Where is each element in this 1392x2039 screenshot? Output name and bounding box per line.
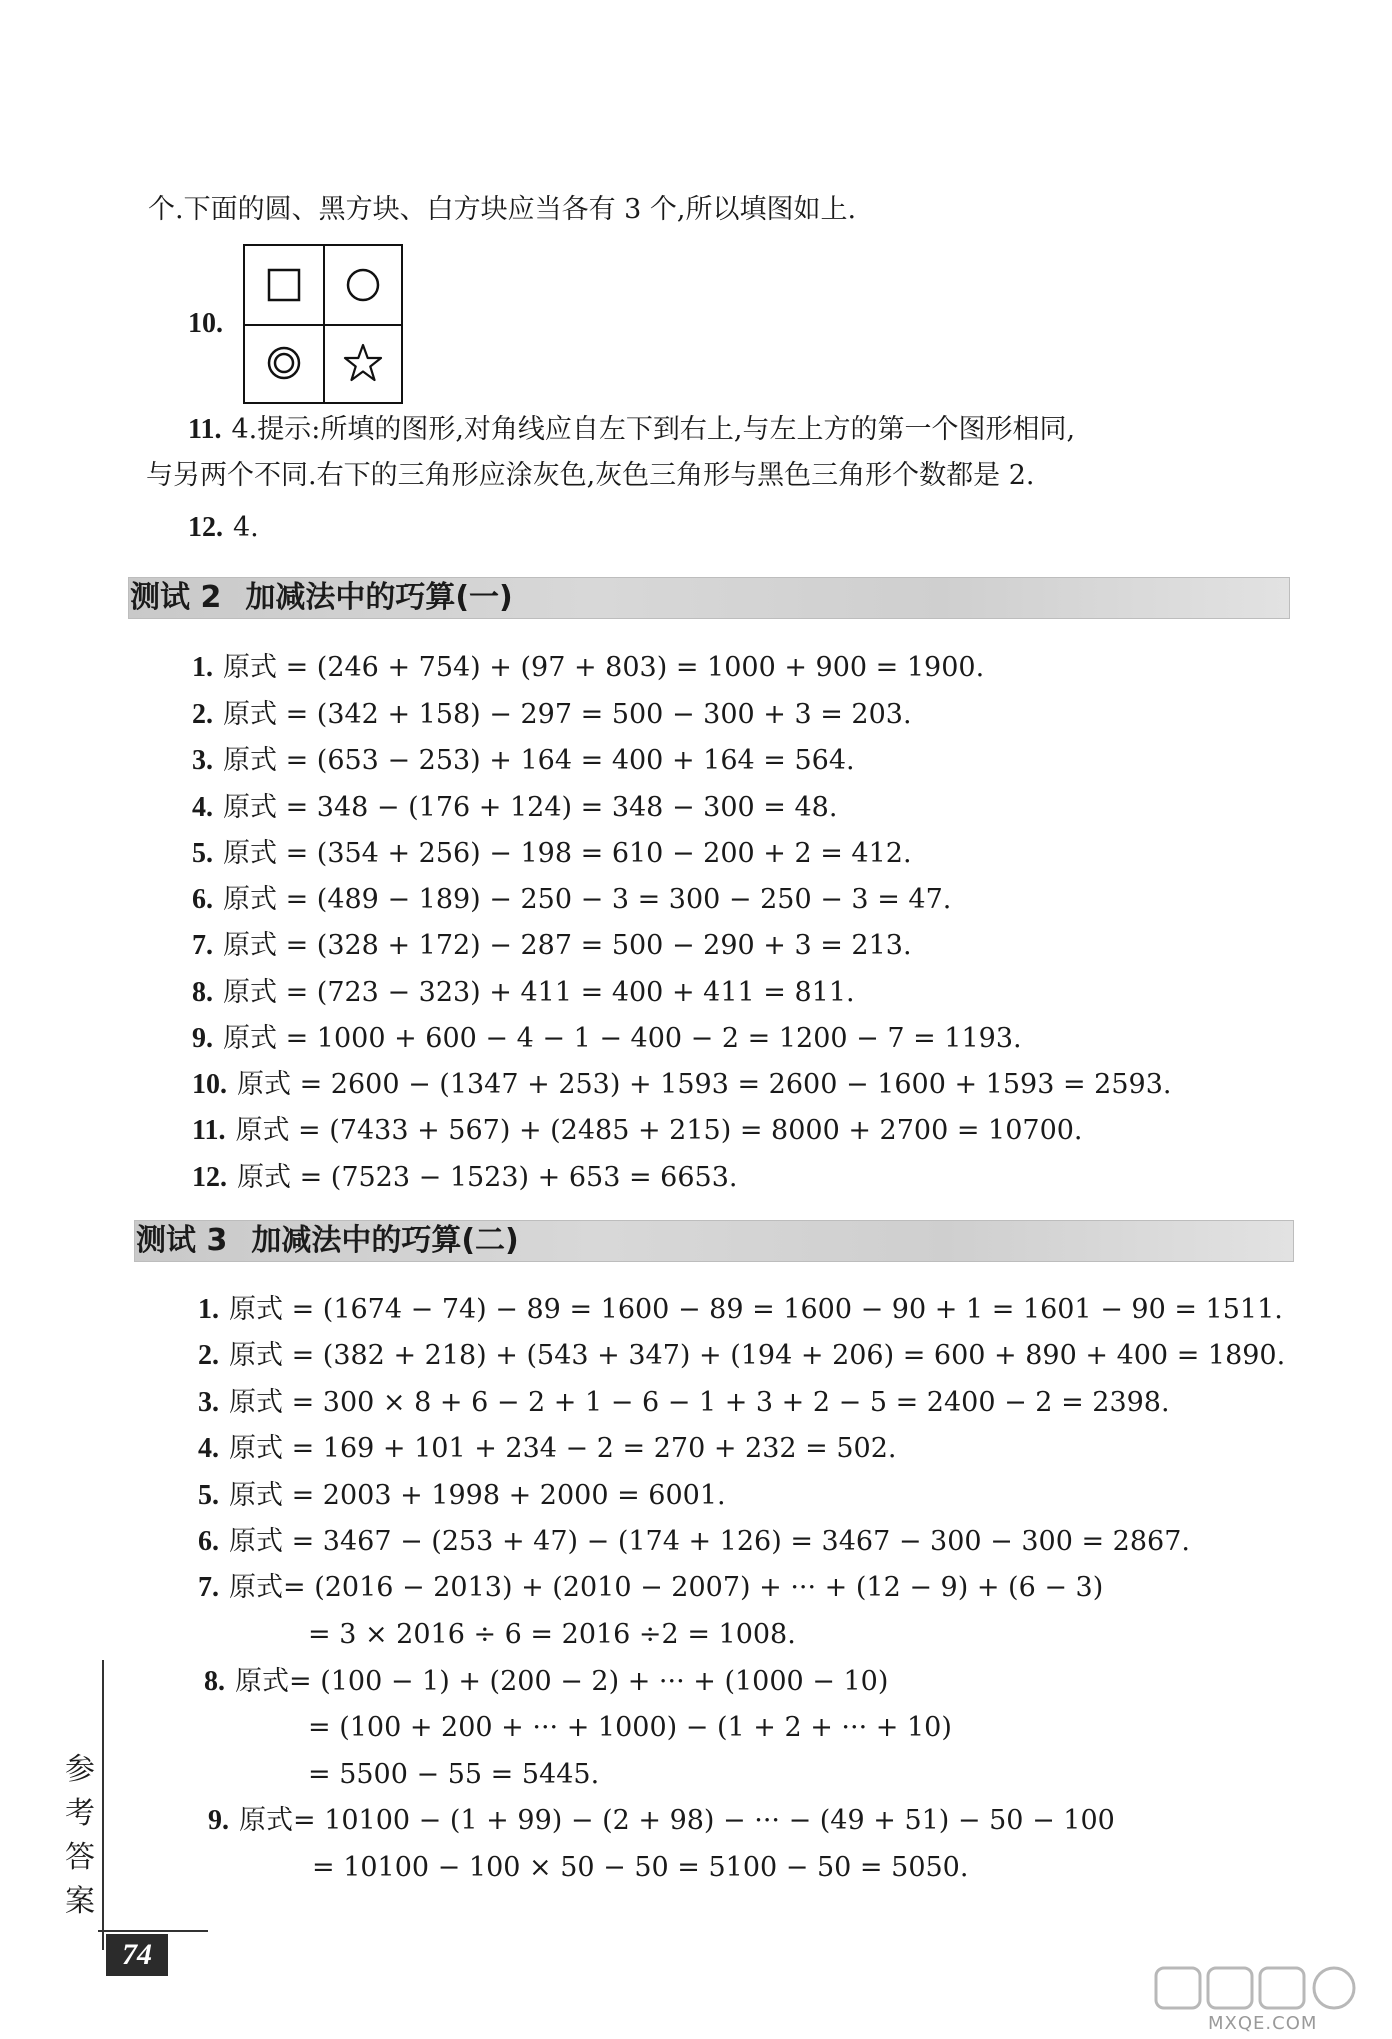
intro-line xyxy=(148,192,856,228)
s2-num: 5. xyxy=(192,838,213,869)
s3-num: 3. xyxy=(198,1387,219,1418)
s3-text: = 5500 − 55 = 5445. xyxy=(308,1759,600,1790)
section2-title xyxy=(130,577,513,619)
s3-item xyxy=(208,1803,1115,1839)
q12-line xyxy=(188,510,259,546)
q12-text: 4. xyxy=(233,512,259,543)
q10-number: 10. xyxy=(188,308,223,339)
s2-item xyxy=(192,1113,1083,1149)
s2-text: 原式 = 348 − (176 + 124) = 348 − 300 = 48. xyxy=(223,792,838,823)
s2-item xyxy=(192,697,912,733)
s2-item xyxy=(192,836,912,872)
s3-num: 7. xyxy=(198,1572,219,1603)
s2-item xyxy=(192,790,837,826)
star-icon xyxy=(325,326,403,404)
s2-item xyxy=(192,743,855,779)
s3-text: 原式= (2016 − 2013) + (2010 − 2007) + ··· + (12 − 9) + (6 − 3) xyxy=(229,1572,1104,1603)
square-icon xyxy=(245,246,323,324)
s3-item xyxy=(198,1385,1170,1421)
s3-text: = (100 + 200 + ··· + 1000) − (1 + 2 + ··· + 10) xyxy=(308,1712,952,1743)
margin-rule-vertical xyxy=(102,1660,104,1950)
s2-text: 原式 = (7433 + 567) + (2485 + 215) = 8000 + 2700 = 10700. xyxy=(235,1115,1083,1146)
s3-item xyxy=(198,1338,1285,1374)
side-label-char: 答 xyxy=(65,1840,95,1875)
side-label-char: 考 xyxy=(65,1796,95,1831)
s3-item xyxy=(198,1478,726,1514)
s2-text: 原式 = (246 + 754) + (97 + 803) = 1000 + 900 = 1900. xyxy=(223,652,985,683)
s2-item xyxy=(192,650,984,686)
s3-item-cont xyxy=(308,1617,796,1653)
s3-item-cont xyxy=(312,1850,968,1886)
s2-item xyxy=(192,1021,1022,1057)
q12-number: 12. xyxy=(188,512,223,543)
s2-item xyxy=(192,975,855,1011)
margin-rule-horizontal xyxy=(98,1930,208,1932)
q11-text-2: 与另两个不同.右下的三角形应涂灰色,灰色三角形与黑色三角形个数都是 2. xyxy=(146,460,1035,491)
s3-num: 1. xyxy=(198,1294,219,1325)
s2-item xyxy=(192,1160,737,1196)
s3-item-cont xyxy=(308,1757,599,1793)
s3-text: 原式 = (1674 − 74) − 89 = 1600 − 89 = 1600 − 90 + 1 = 1601 − 90 = 1511. xyxy=(229,1294,1283,1325)
page-number: 74 xyxy=(106,1934,168,1976)
s3-text: 原式= 10100 − (1 + 99) − (2 + 98) − ··· − (49 + 51) − 50 − 100 xyxy=(239,1805,1115,1836)
side-label-char: 案 xyxy=(65,1884,95,1919)
s3-num: 6. xyxy=(198,1526,219,1557)
s3-text: = 3 × 2016 ÷ 6 = 2016 ÷2 = 1008. xyxy=(308,1619,796,1650)
section3-title xyxy=(136,1220,519,1262)
s2-num: 8. xyxy=(192,977,213,1008)
s3-text: 原式 = 3467 − (253 + 47) − (174 + 126) = 3467 − 300 − 300 = 2867. xyxy=(229,1526,1190,1557)
s3-item xyxy=(198,1524,1190,1560)
s2-num: 3. xyxy=(192,745,213,776)
section3-title-text: 加减法中的巧算(二) xyxy=(251,1223,519,1258)
section2-title-num: 测试 2 xyxy=(130,580,222,615)
s2-text: 原式 = (723 − 323) + 411 = 400 + 411 = 811. xyxy=(223,977,855,1008)
s2-num: 1. xyxy=(192,652,213,683)
s2-item xyxy=(192,1067,1171,1103)
circle-icon xyxy=(325,246,403,324)
s3-num: 9. xyxy=(208,1805,229,1836)
s3-text: 原式 = 2003 + 1998 + 2000 = 6001. xyxy=(229,1480,726,1511)
double-circle-icon xyxy=(245,326,323,404)
section3-title-num: 测试 3 xyxy=(136,1223,228,1258)
s3-item xyxy=(198,1570,1103,1606)
s2-text: 原式 = (653 − 253) + 164 = 400 + 164 = 564. xyxy=(223,745,855,776)
s2-text: 原式 = 1000 + 600 − 4 − 1 − 400 − 2 = 1200 − 7 = 1193. xyxy=(223,1023,1022,1054)
s3-text: 原式= (100 − 1) + (200 − 2) + ··· + (1000 − 10) xyxy=(235,1666,889,1697)
s2-text: 原式 = (342 + 158) − 297 = 500 − 300 + 3 = 203. xyxy=(223,699,912,730)
q11-line1 xyxy=(188,412,1075,448)
s2-text: 原式 = (328 + 172) − 287 = 500 − 290 + 3 = 213. xyxy=(223,930,912,961)
q11-line2 xyxy=(146,458,1035,494)
side-label-char: 参 xyxy=(65,1752,95,1787)
s3-num: 2. xyxy=(198,1340,219,1371)
s2-text: 原式 = 2600 − (1347 + 253) + 1593 = 2600 − 1600 + 1593 = 2593. xyxy=(237,1069,1172,1100)
s3-item-cont xyxy=(308,1710,952,1746)
intro-text: 个.下面的圆、黑方块、白方块应当各有 3 个,所以填图如上. xyxy=(148,194,857,225)
s2-num: 2. xyxy=(192,699,213,730)
s3-num: 5. xyxy=(198,1480,219,1511)
section2-title-text: 加减法中的巧算(一) xyxy=(245,580,513,615)
s3-text: 原式 = 169 + 101 + 234 − 2 = 270 + 232 = 502. xyxy=(229,1433,897,1464)
q11-number: 11. xyxy=(188,414,222,445)
s2-num: 4. xyxy=(192,792,213,823)
s2-item xyxy=(192,928,912,964)
s3-num: 8. xyxy=(204,1666,225,1697)
s3-item xyxy=(198,1431,897,1467)
s3-text: 原式 = 300 × 8 + 6 − 2 + 1 − 6 − 1 + 3 + 2 − 5 = 2400 − 2 = 2398. xyxy=(229,1387,1170,1418)
s2-item xyxy=(192,882,951,918)
s3-item xyxy=(204,1664,888,1700)
q11-text-1: 4.提示:所填的图形,对角线应自左下到右上,与左上方的第一个图形相同, xyxy=(231,414,1076,445)
s2-num: 7. xyxy=(192,930,213,961)
s2-num: 11. xyxy=(192,1115,226,1146)
q10-number-line xyxy=(188,306,223,342)
symbol-grid xyxy=(243,244,403,404)
s3-text: 原式 = (382 + 218) + (543 + 347) + (194 + 206) = 600 + 890 + 400 = 1890. xyxy=(229,1340,1286,1371)
s2-text: 原式 = (354 + 256) − 198 = 610 − 200 + 2 = 412. xyxy=(223,838,912,869)
s2-num: 6. xyxy=(192,884,213,915)
s3-num: 4. xyxy=(198,1433,219,1464)
s3-item xyxy=(198,1292,1283,1328)
s3-text: = 10100 − 100 × 50 − 50 = 5100 − 50 = 5050. xyxy=(312,1852,969,1883)
s2-num: 12. xyxy=(192,1162,227,1193)
s2-num: 9. xyxy=(192,1023,213,1054)
s2-num: 10. xyxy=(192,1069,227,1100)
watermark-text: MXQE.COM xyxy=(1208,2013,1318,2034)
side-label xyxy=(62,1748,98,1924)
s2-text: 原式 = (489 − 189) − 250 − 3 = 300 − 250 − 3 = 47. xyxy=(223,884,952,915)
s2-text: 原式 = (7523 − 1523) + 653 = 6653. xyxy=(237,1162,738,1193)
